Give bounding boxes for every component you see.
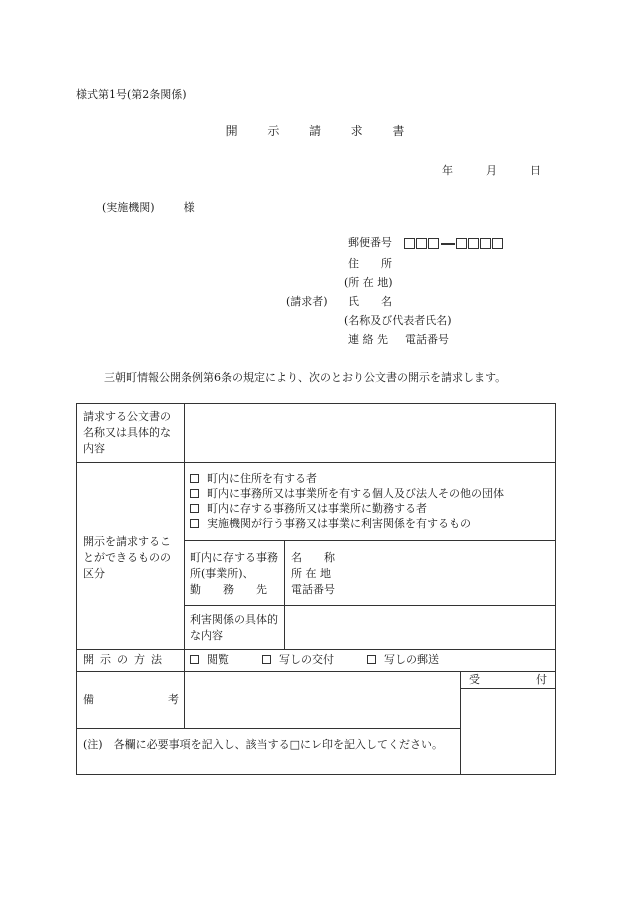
form-number: 様式第1号(第2条関係) xyxy=(76,88,187,101)
checkbox[interactable] xyxy=(262,655,271,664)
representative-label: (名称及び代表者氏名) xyxy=(344,314,452,327)
remarks-label-a: 備 xyxy=(83,693,94,706)
title-char: 求 xyxy=(350,124,363,138)
interest-label: 利害関係の具体的な内容 xyxy=(190,613,278,642)
row-divider xyxy=(184,540,555,541)
checkbox[interactable] xyxy=(190,474,199,483)
workplace-label-text2: 勤 務 先 xyxy=(190,583,267,596)
remarks-label-b: 考 xyxy=(168,693,179,706)
postal-code-row xyxy=(348,234,504,250)
contact-label: 連 絡 先 xyxy=(348,333,388,346)
date-line xyxy=(442,162,541,178)
method-options xyxy=(190,652,439,668)
method-option[interactable] xyxy=(367,653,439,666)
addressee xyxy=(102,199,195,215)
title-char: 開 xyxy=(225,124,238,138)
receipt-label xyxy=(469,672,547,688)
date-month: 月 xyxy=(486,164,497,177)
category-option-label: 実施機関が行う事務又は事業に利害関係を有するもの xyxy=(207,517,471,530)
method-option[interactable] xyxy=(190,653,229,666)
document-title xyxy=(0,122,630,139)
method-option[interactable] xyxy=(262,653,334,666)
category-label: 開示を請求することができるものの区分 xyxy=(83,535,171,580)
checkbox[interactable] xyxy=(190,489,199,498)
workplace-label-text: 町内に存する事務所(事業所)、 xyxy=(190,551,278,580)
category-option[interactable] xyxy=(190,516,504,531)
name-label: 氏 名 xyxy=(348,295,392,308)
phone-label: 電話番号 xyxy=(405,333,449,346)
checkbox[interactable] xyxy=(190,504,199,513)
category-option[interactable] xyxy=(190,501,504,516)
workplace-fields xyxy=(291,550,335,598)
row-divider xyxy=(184,605,555,606)
postal-digit-box xyxy=(416,238,427,249)
location-label: (所 在 地) xyxy=(344,276,393,289)
postal-digit-box xyxy=(468,238,479,249)
requester-tag: (請求者) xyxy=(286,295,328,308)
row-divider xyxy=(460,688,555,689)
address-label: 住 所 xyxy=(348,257,392,270)
postal-digit-box xyxy=(456,238,467,249)
title-char: 請 xyxy=(308,124,321,138)
postal-digit-box xyxy=(404,238,415,249)
row-divider xyxy=(77,462,555,463)
workplace-label xyxy=(190,550,280,598)
receipt-label-a: 受 xyxy=(469,673,480,686)
method-label: 開示の方法 xyxy=(83,653,168,666)
title-char: 書 xyxy=(392,124,405,138)
checkbox[interactable] xyxy=(190,655,199,664)
contact-row xyxy=(348,331,449,347)
title-char: 示 xyxy=(267,124,280,138)
remarks-label xyxy=(83,692,179,708)
request-form-table xyxy=(76,403,556,775)
method-option-label: 写しの郵送 xyxy=(384,653,439,666)
workplace-field-address: 所 在 地 xyxy=(291,567,331,580)
postal-label: 郵便番号 xyxy=(348,236,392,249)
category-option[interactable] xyxy=(190,471,504,486)
date-day: 日 xyxy=(530,164,541,177)
workplace-field-name: 名 称 xyxy=(291,551,335,564)
checkbox[interactable] xyxy=(367,655,376,664)
postal-digit-box xyxy=(492,238,503,249)
postal-code-boxes xyxy=(404,237,504,250)
doc-name-label: 請求する公文書の名称又は具体的な内容 xyxy=(83,410,171,455)
postal-digit-box xyxy=(480,238,491,249)
intro-text: 三朝町情報公開条例第6条の規定により、次のとおり公文書の開示を請求します。 xyxy=(104,371,507,384)
checkbox[interactable] xyxy=(190,519,199,528)
category-option-label: 町内に住所を有する者 xyxy=(207,472,317,485)
note-text: (注) 各欄に必要事項を記入し、該当する□にレ印を記入してください。 xyxy=(83,738,443,751)
col-divider xyxy=(184,404,185,728)
method-option-label: 写しの交付 xyxy=(279,653,334,666)
postal-digit-box xyxy=(428,238,439,249)
category-options xyxy=(190,471,504,531)
addressee-org: (実施機関) xyxy=(102,201,155,214)
addressee-suffix: 様 xyxy=(183,201,195,214)
col-divider xyxy=(284,540,285,649)
row-divider xyxy=(77,728,460,729)
col-divider xyxy=(460,671,461,774)
receipt-label-b: 付 xyxy=(536,673,547,686)
method-option-label: 閲覧 xyxy=(207,653,229,666)
workplace-field-phone: 電話番号 xyxy=(291,583,335,596)
date-year: 年 xyxy=(442,164,453,177)
category-option[interactable] xyxy=(190,486,504,501)
category-option-label: 町内に事務所又は事業所を有する個人及び法人その他の団体 xyxy=(207,487,504,500)
category-option-label: 町内に存する事務所又は事業所に勤務する者 xyxy=(207,502,427,515)
postal-dash xyxy=(441,243,455,245)
row-divider xyxy=(77,649,555,650)
